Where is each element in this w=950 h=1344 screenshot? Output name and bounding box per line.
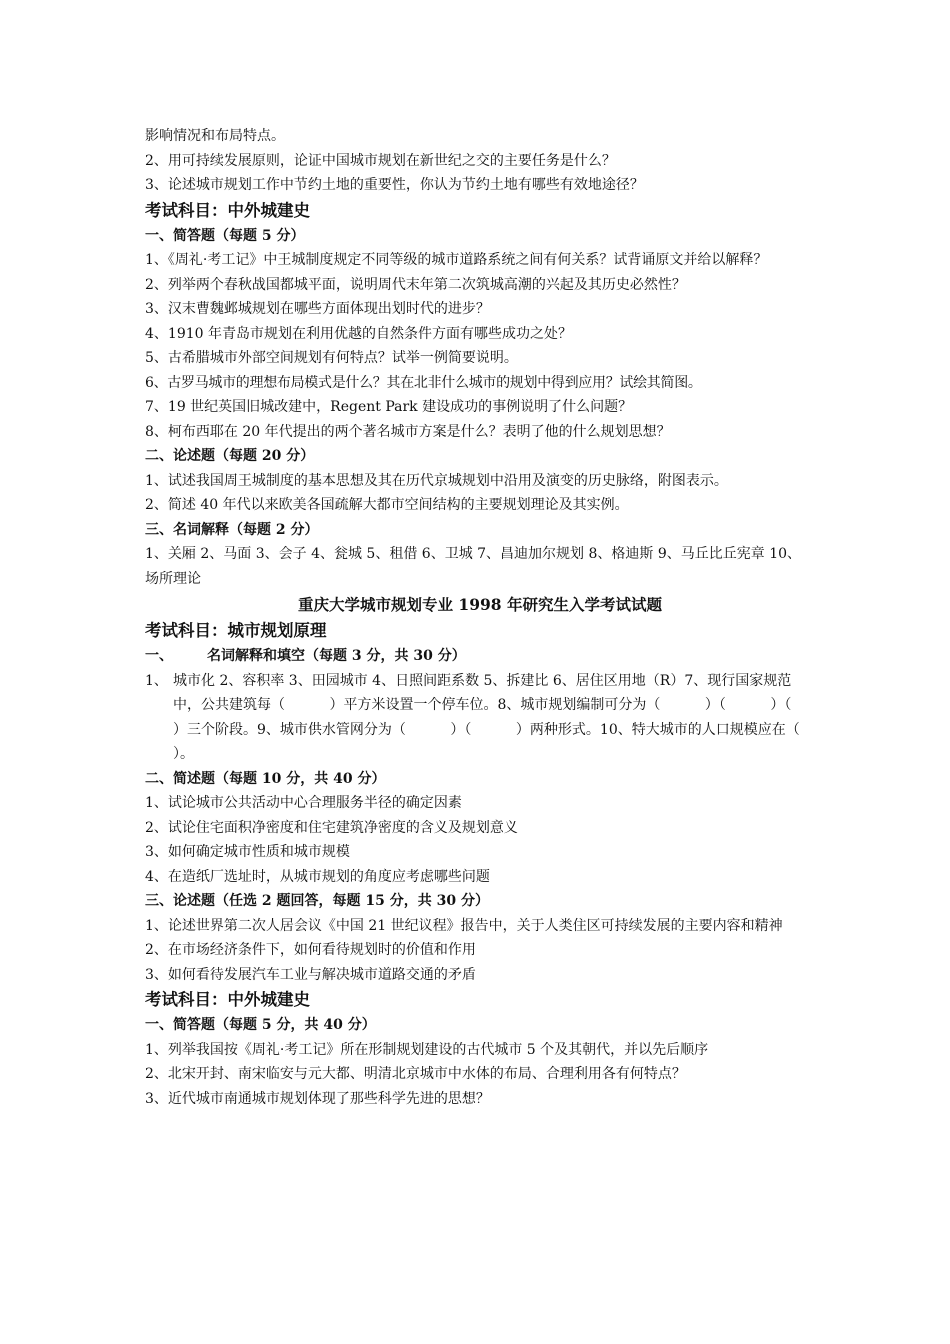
- section-heading: 二、论述题（每题 20 分）: [145, 448, 315, 464]
- section-heading: 三、名词解释（每题 2 分）: [145, 521, 319, 538]
- question-item: 1、列举我国按《周礼·考工记》所在形制规划建设的古代城市 5 个及其朝代，并以先后顺序: [145, 1041, 709, 1058]
- question-item: 2、试论住宅面积净密度和住宅建筑净密度的含义及规划意义: [145, 819, 518, 836]
- question-item: 5、古希腊城市外部空间规划有何特点？试举一例简要说明。: [145, 350, 518, 366]
- question-item: 2、简述 40 年代以来欧美各国疏解大都市空间结构的主要规划理论及其实例。: [145, 497, 629, 513]
- section-number: 一、: [145, 648, 173, 664]
- question-item: 7、19 世纪英国旧城改建中，Regent Park 建设成功的事例说明了什么问题？: [145, 399, 633, 415]
- subject-heading: 考试科目：中外城建史: [145, 200, 310, 220]
- question-item: 2、北宋开封、南宋临安与元大都、明清北京城市中水体的布局、合理利用各有何特点？: [145, 1066, 686, 1082]
- question-item: 1、试论城市公共活动中心合理服务半径的确定因素: [145, 795, 462, 811]
- section-heading: 三、论述题（任选 2 题回答，每题 15 分，共 30 分）: [145, 893, 489, 909]
- section-heading: 一、简答题（每题 5 分，共 40 分）: [145, 1017, 376, 1033]
- question-item: 1、《周礼·考工记》中王城制度规定不同等级的城市道路系统之间有何关系？试背诵原文并给以解释？: [145, 252, 768, 268]
- question-item: 8、柯布西耶在 20 年代提出的两个著名城市方案是什么？表明了他的什么规划思想？: [145, 423, 671, 440]
- question-item: [145, 669, 845, 767]
- section-title: 名词解释和填空（每题 3 分，共 30 分）: [207, 648, 466, 664]
- question-item: 2、用可持续发展原则，论证中国城市规划在新世纪之交的主要任务是什么？: [145, 152, 616, 169]
- question-item: 1、论述世界第二次人居会议《中国 21 世纪议程》报告中，关于人类住区可持续发展的主要内容和精神: [145, 917, 783, 934]
- question-item: 3、如何看待发展汽车工业与解决城市道路交通的矛盾: [145, 966, 476, 983]
- question-item: 2、在市场经济条件下，如何看待规划时的价值和作用: [145, 942, 476, 958]
- question-item: 3、如何确定城市性质和城市规模: [145, 844, 350, 860]
- item-number: 1、: [145, 672, 168, 689]
- section-heading: 一、简答题（每题 5 分）: [145, 227, 305, 244]
- document-body: [145, 124, 845, 1111]
- section-heading: [145, 644, 815, 669]
- question-item: 4、在造纸厂选址时，从城市规划的角度应考虑哪些问题: [145, 868, 490, 885]
- item-text: 城市化 2、容积率 3、田园城市 4、日照间距系数 5、拆建比 6、居住区用地（R）7、现行国家规范中，公共建筑每（ ）平方米设置一个停车位。8、城市规划编制可分为（ ）（ ）（ ）三个阶段。9、城市供水管网分为（ ）（ ）两种形式。10、特大城市的人口规模应在（ ）。: [173, 672, 845, 762]
- question-item: 2、列举两个春秋战国都城平面，说明周代末年第二次筑城高潮的兴起及其历史必然性？: [145, 276, 686, 293]
- section-heading: 二、简述题（每题 10 分，共 40 分）: [145, 770, 386, 787]
- question-item: 3、汉末曹魏邺城规划在哪些方面体现出划时代的进步？: [145, 301, 490, 317]
- question-item: 6、古罗马城市的理想布局模式是什么？其在北非什么城市的规划中得到应用？试绘其简图。: [145, 374, 702, 391]
- paragraph-continuation: 影响情况和布局特点。: [145, 128, 285, 144]
- question-item: 3、论述城市规划工作中节约土地的重要性，你认为节约土地有哪些有效地途径？: [145, 177, 644, 193]
- term-list: 1、关厢 2、马面 3、会子 4、瓮城 5、租借 6、卫城 7、昌迪加尔规划 8、格迪斯 9、马丘比丘宪章 10、场所理论: [145, 546, 802, 587]
- question-item: 4、1910 年青岛市规划在利用优越的自然条件方面有哪些成功之处？: [145, 325, 572, 342]
- question-item: 1、试述我国周王城制度的基本思想及其在历代京城规划中沿用及演变的历史脉络，附图表示。: [145, 472, 728, 489]
- subject-heading: 考试科目：城市规划原理: [145, 621, 327, 640]
- subject-heading: 考试科目：中外城建史: [145, 990, 310, 1009]
- question-item: 3、近代城市南通城市规划体现了那些科学先进的思想？: [145, 1090, 490, 1107]
- exam-title: 重庆大学城市规划专业 1998 年研究生入学考试试题: [298, 595, 662, 614]
